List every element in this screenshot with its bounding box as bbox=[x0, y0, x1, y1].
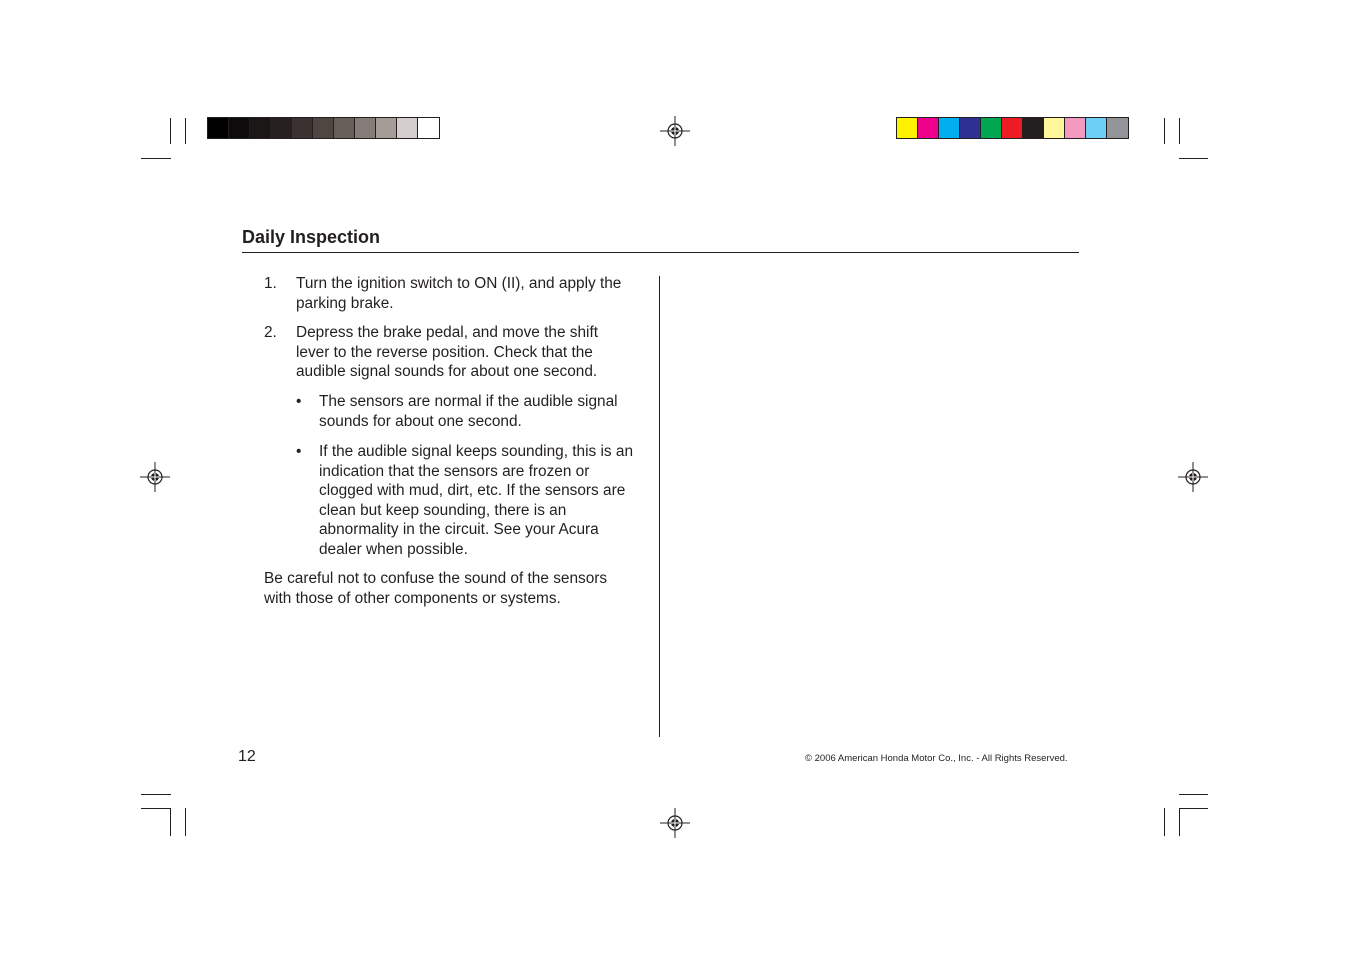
color-swatch bbox=[208, 118, 229, 138]
color-swatch bbox=[1044, 118, 1065, 138]
caution-note: Be careful not to confuse the sound of the sensors with those of other components or systems. bbox=[264, 570, 608, 607]
color-bar bbox=[896, 117, 1129, 139]
bullet-text: If the audible signal keeps sounding, this is an indication that the sensors are frozen or clogged with mud, dirt, etc. If the sensors are clean but keep sounding, there is an abnormality in the circuit. See your Acura dealer when possible. bbox=[319, 443, 634, 558]
color-swatch bbox=[1023, 118, 1044, 138]
bullet-marker: • bbox=[296, 393, 302, 410]
heading-rule bbox=[242, 252, 1079, 253]
crop-mark bbox=[1164, 808, 1165, 836]
crop-mark bbox=[185, 118, 186, 144]
step-number: 1. bbox=[264, 275, 277, 292]
section-title: Daily Inspection bbox=[242, 227, 381, 247]
crop-mark bbox=[1179, 794, 1208, 795]
color-swatch bbox=[418, 118, 439, 138]
color-swatch bbox=[271, 118, 292, 138]
color-swatch bbox=[1002, 118, 1023, 138]
color-swatch bbox=[397, 118, 418, 138]
crop-mark bbox=[141, 794, 171, 795]
bullet-text: The sensors are normal if the audible signal sounds for about one second. bbox=[319, 393, 618, 430]
color-swatch bbox=[334, 118, 355, 138]
color-swatch bbox=[250, 118, 271, 138]
color-swatch bbox=[960, 118, 981, 138]
color-swatch bbox=[981, 118, 1002, 138]
step-number: 2. bbox=[264, 324, 277, 341]
color-swatch bbox=[292, 118, 313, 138]
color-swatch bbox=[897, 118, 918, 138]
color-swatch bbox=[313, 118, 334, 138]
registration-mark-icon bbox=[140, 462, 170, 492]
crop-mark bbox=[1164, 118, 1165, 144]
bullet-marker: • bbox=[296, 443, 302, 460]
color-swatch bbox=[1107, 118, 1128, 138]
color-swatch bbox=[939, 118, 960, 138]
grayscale-bar bbox=[207, 117, 440, 139]
step-text: Turn the ignition switch to ON (II), and apply the parking brake. bbox=[296, 275, 622, 312]
page-number: 12 bbox=[238, 748, 256, 765]
color-swatch bbox=[918, 118, 939, 138]
crop-mark bbox=[185, 808, 186, 836]
color-swatch bbox=[1086, 118, 1107, 138]
copyright-notice: © 2006 American Honda Motor Co., Inc. - All Rights Reserved. bbox=[805, 753, 1068, 764]
crop-mark bbox=[170, 118, 171, 144]
color-swatch bbox=[1065, 118, 1086, 138]
crop-mark bbox=[1179, 808, 1180, 836]
color-swatch bbox=[376, 118, 397, 138]
crop-mark bbox=[141, 808, 171, 809]
column-divider bbox=[659, 276, 660, 737]
crop-mark bbox=[1179, 808, 1208, 809]
registration-mark-icon bbox=[660, 116, 690, 146]
crop-mark bbox=[1179, 118, 1180, 144]
crop-mark bbox=[141, 158, 171, 159]
color-swatch bbox=[355, 118, 376, 138]
crop-mark bbox=[170, 808, 171, 836]
color-swatch bbox=[229, 118, 250, 138]
registration-mark-icon bbox=[660, 808, 690, 838]
registration-mark-icon bbox=[1178, 462, 1208, 492]
step-text: Depress the brake pedal, and move the shift lever to the reverse position. Check that the audible signal sounds for about one second. bbox=[296, 324, 599, 380]
crop-mark bbox=[1179, 158, 1208, 159]
